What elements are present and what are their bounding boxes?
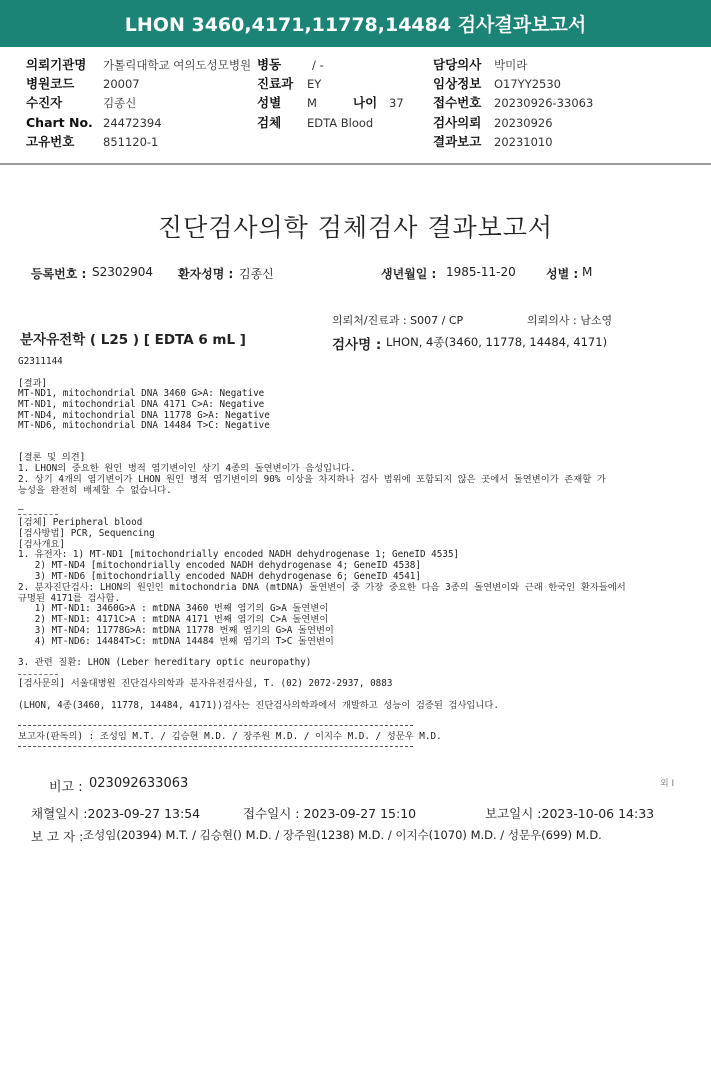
conclusion-header: [결론 및 의견] [18,452,86,463]
dob-value: 1985-11-20 [446,265,516,279]
sex-value: M [307,96,317,110]
method-line: 2) MT-ND1: 4171C>A : mtDNA 4171 번째 염기의 C>A 돌연변이 [18,614,329,625]
specimen-id: G2311144 [18,356,63,367]
sex-label: 성별 [257,95,282,110]
doctor-value: 박미라 [494,58,528,72]
report-value: 20231010 [494,135,553,149]
report-label: 결과보고 [433,134,482,149]
report-sex-value: M [582,265,593,279]
doctor-label: 담당의사 [433,57,482,72]
result-line: MT-ND1, mitochondrial DNA 3460 G>A: Negative [18,388,265,399]
divider [18,746,413,747]
patient-value: 김종신 [103,96,137,110]
header-divider [0,163,711,165]
ward-label: 병동 [257,57,282,72]
specimen-value: EDTA Blood [307,116,374,130]
clinical-value: O17YY2530 [494,77,562,91]
remark-value: 023092633063 [89,776,189,791]
age-value: 37 [389,96,404,110]
institution-label: 의뢰기관명 [26,57,87,72]
method-line: [검사방법] PCR, Sequencing [18,528,155,539]
report-sex-label: 성별 : [546,267,579,281]
reg-label: 등록번호 : [31,267,87,281]
banner-title: LHON 3460,4171,11778,14484 검사결과보고서 [124,14,587,36]
validation-line: (LHON, 4종(3460, 11778, 14484, 4171))검사는 진단검사의학과에서 개발하고 성능이 검증된 검사입니다. [18,700,499,711]
report-banner [0,0,711,47]
method-line: 3) MT-ND6 [mitochondrially encoded NADH dehydrogenase 6; GeneID 4541] [18,571,421,582]
receipt-label: 접수번호 [433,95,482,110]
refer-dept: 의뢰처/진료과 : S007 / CP [332,314,464,327]
test-label: 검사명 : [332,337,382,353]
method-line: 2) MT-ND4 [mitochondrially encoded NADH dehydrogenase 4; GeneID 4538] [18,560,421,571]
refer-doctor: 의뢰의사 : 남소영 [527,314,613,327]
hospital-code-label: 병원코드 [26,76,75,91]
divider [18,674,58,675]
dept-label: 진료과 [257,76,294,91]
ward-value: / - [312,58,324,72]
request-value: 20230926 [494,116,553,130]
method-line: [검사개요] [18,539,66,550]
unique-value: 851120-1 [103,135,159,149]
method-line: 1) MT-ND1: 3460G>A : mtDNA 3460 번째 염기의 G>A 돌연변이 [18,603,329,614]
dept-value: EY [307,77,322,91]
reporters-line: 보고자(판독의) : 조성임 M.T. / 김승현 M.D. / 장주원 M.D. / 이지수 M.D. / 성문우 M.D. [18,731,442,742]
method-line: [검체] Peripheral blood [18,517,143,528]
method-line: 2. 분자진단검사: LHON의 원인인 mitochondria DNA (mtDNA) 돌연변이 중 가장 중요한 다음 3종의 돌연변이와 근래 한국인 환자들에서 [18,582,626,593]
chart-label: Chart No. [26,115,93,130]
reporter-value: 조성임(20394) M.T. / 김승현() M.D. / 장주원(1238) M.D. / 이지수(1070) M.D. / 성문우(699) M.D. [83,828,602,842]
result-line: MT-ND4, mitochondrial DNA 11778 G>A: Negative [18,410,270,421]
specimen-label: 검체 [257,115,282,130]
chart-value: 24472394 [103,116,162,130]
reporter-label: 보 고 자 : [31,829,84,844]
unique-label: 고유번호 [26,134,75,149]
clinical-label: 임상정보 [433,76,482,91]
method-line: 3) MT-ND4: 11778G>A: mtDNA 11778 번째 염기의 G>A 돌연변이 [18,625,334,636]
report-title: 진단검사의학 검체검사 결과보고서 [157,213,554,242]
method-line: 4) MT-ND6: 14484T>C: mtDNA 14484 번째 염기의 T>C 돌연변이 [18,636,334,647]
institution-value: 가톨릭대학교 여의도성모병원 [103,58,252,72]
margin-mark: 외 I [660,779,675,789]
receive-datetime: 접수일시 : 2023-09-27 15:10 [243,806,417,821]
divider [18,725,413,726]
blank-mark: — [18,504,24,515]
inquiry-line: [검사문의] 서울대병원 진단검사의학과 분자유전검사실, T. (02) 2072-2937, 0883 [18,678,393,689]
section-title: 분자유전학 ( L25 ) [ EDTA 6 mL ] [20,332,246,348]
test-value: LHON, 4종(3460, 11778, 14484, 4171) [386,335,608,349]
result-line: MT-ND6, mitochondrial DNA 14484 T>C: Negative [18,420,270,431]
divider [18,514,58,515]
patient-label: 수진자 [26,95,63,110]
name-value: 김종신 [239,267,274,281]
conclusion-line: 1. LHON의 중요한 원인 병적 염기변이인 상기 4종의 돌연변이가 음성입니다. [18,463,356,474]
reg-value: S2302904 [92,265,154,279]
name-label: 환자성명 : [178,267,234,281]
hospital-code-value: 20007 [103,77,140,91]
conclusion-line: 2. 상기 4개의 염기변이가 LHON 원인 병적 염기변이의 90% 이상을 차지하나 검사 범위에 포함되지 않은 곳에서 돌연변이가 존재할 가 [18,474,606,485]
age-label: 나이 [353,95,378,110]
request-label: 검사의뢰 [433,115,482,130]
method-line: 1. 유전자: 1) MT-ND1 [mitochondrially encoded NADH dehydrogenase 1; GeneID 4535] [18,549,460,560]
result-line: MT-ND1, mitochondrial DNA 4171 C>A: Negative [18,399,265,410]
receipt-value: 20230926-33063 [494,96,594,110]
collect-datetime: 채혈일시 :2023-09-27 13:54 [31,806,201,821]
method-line: 규명된 4171를 검사함. [18,593,121,604]
method-line: 3. 관련 질환: LHON (Leber hereditary optic neuropathy) [18,657,312,668]
report-datetime: 보고일시 :2023-10-06 14:33 [485,806,655,821]
remark-label: 비고 : [49,780,83,795]
conclusion-line: 능성을 완전히 배제할 수 없습니다. [18,485,172,496]
results-header: [결과] [18,378,48,389]
dob-label: 생년월일 : [381,267,437,281]
